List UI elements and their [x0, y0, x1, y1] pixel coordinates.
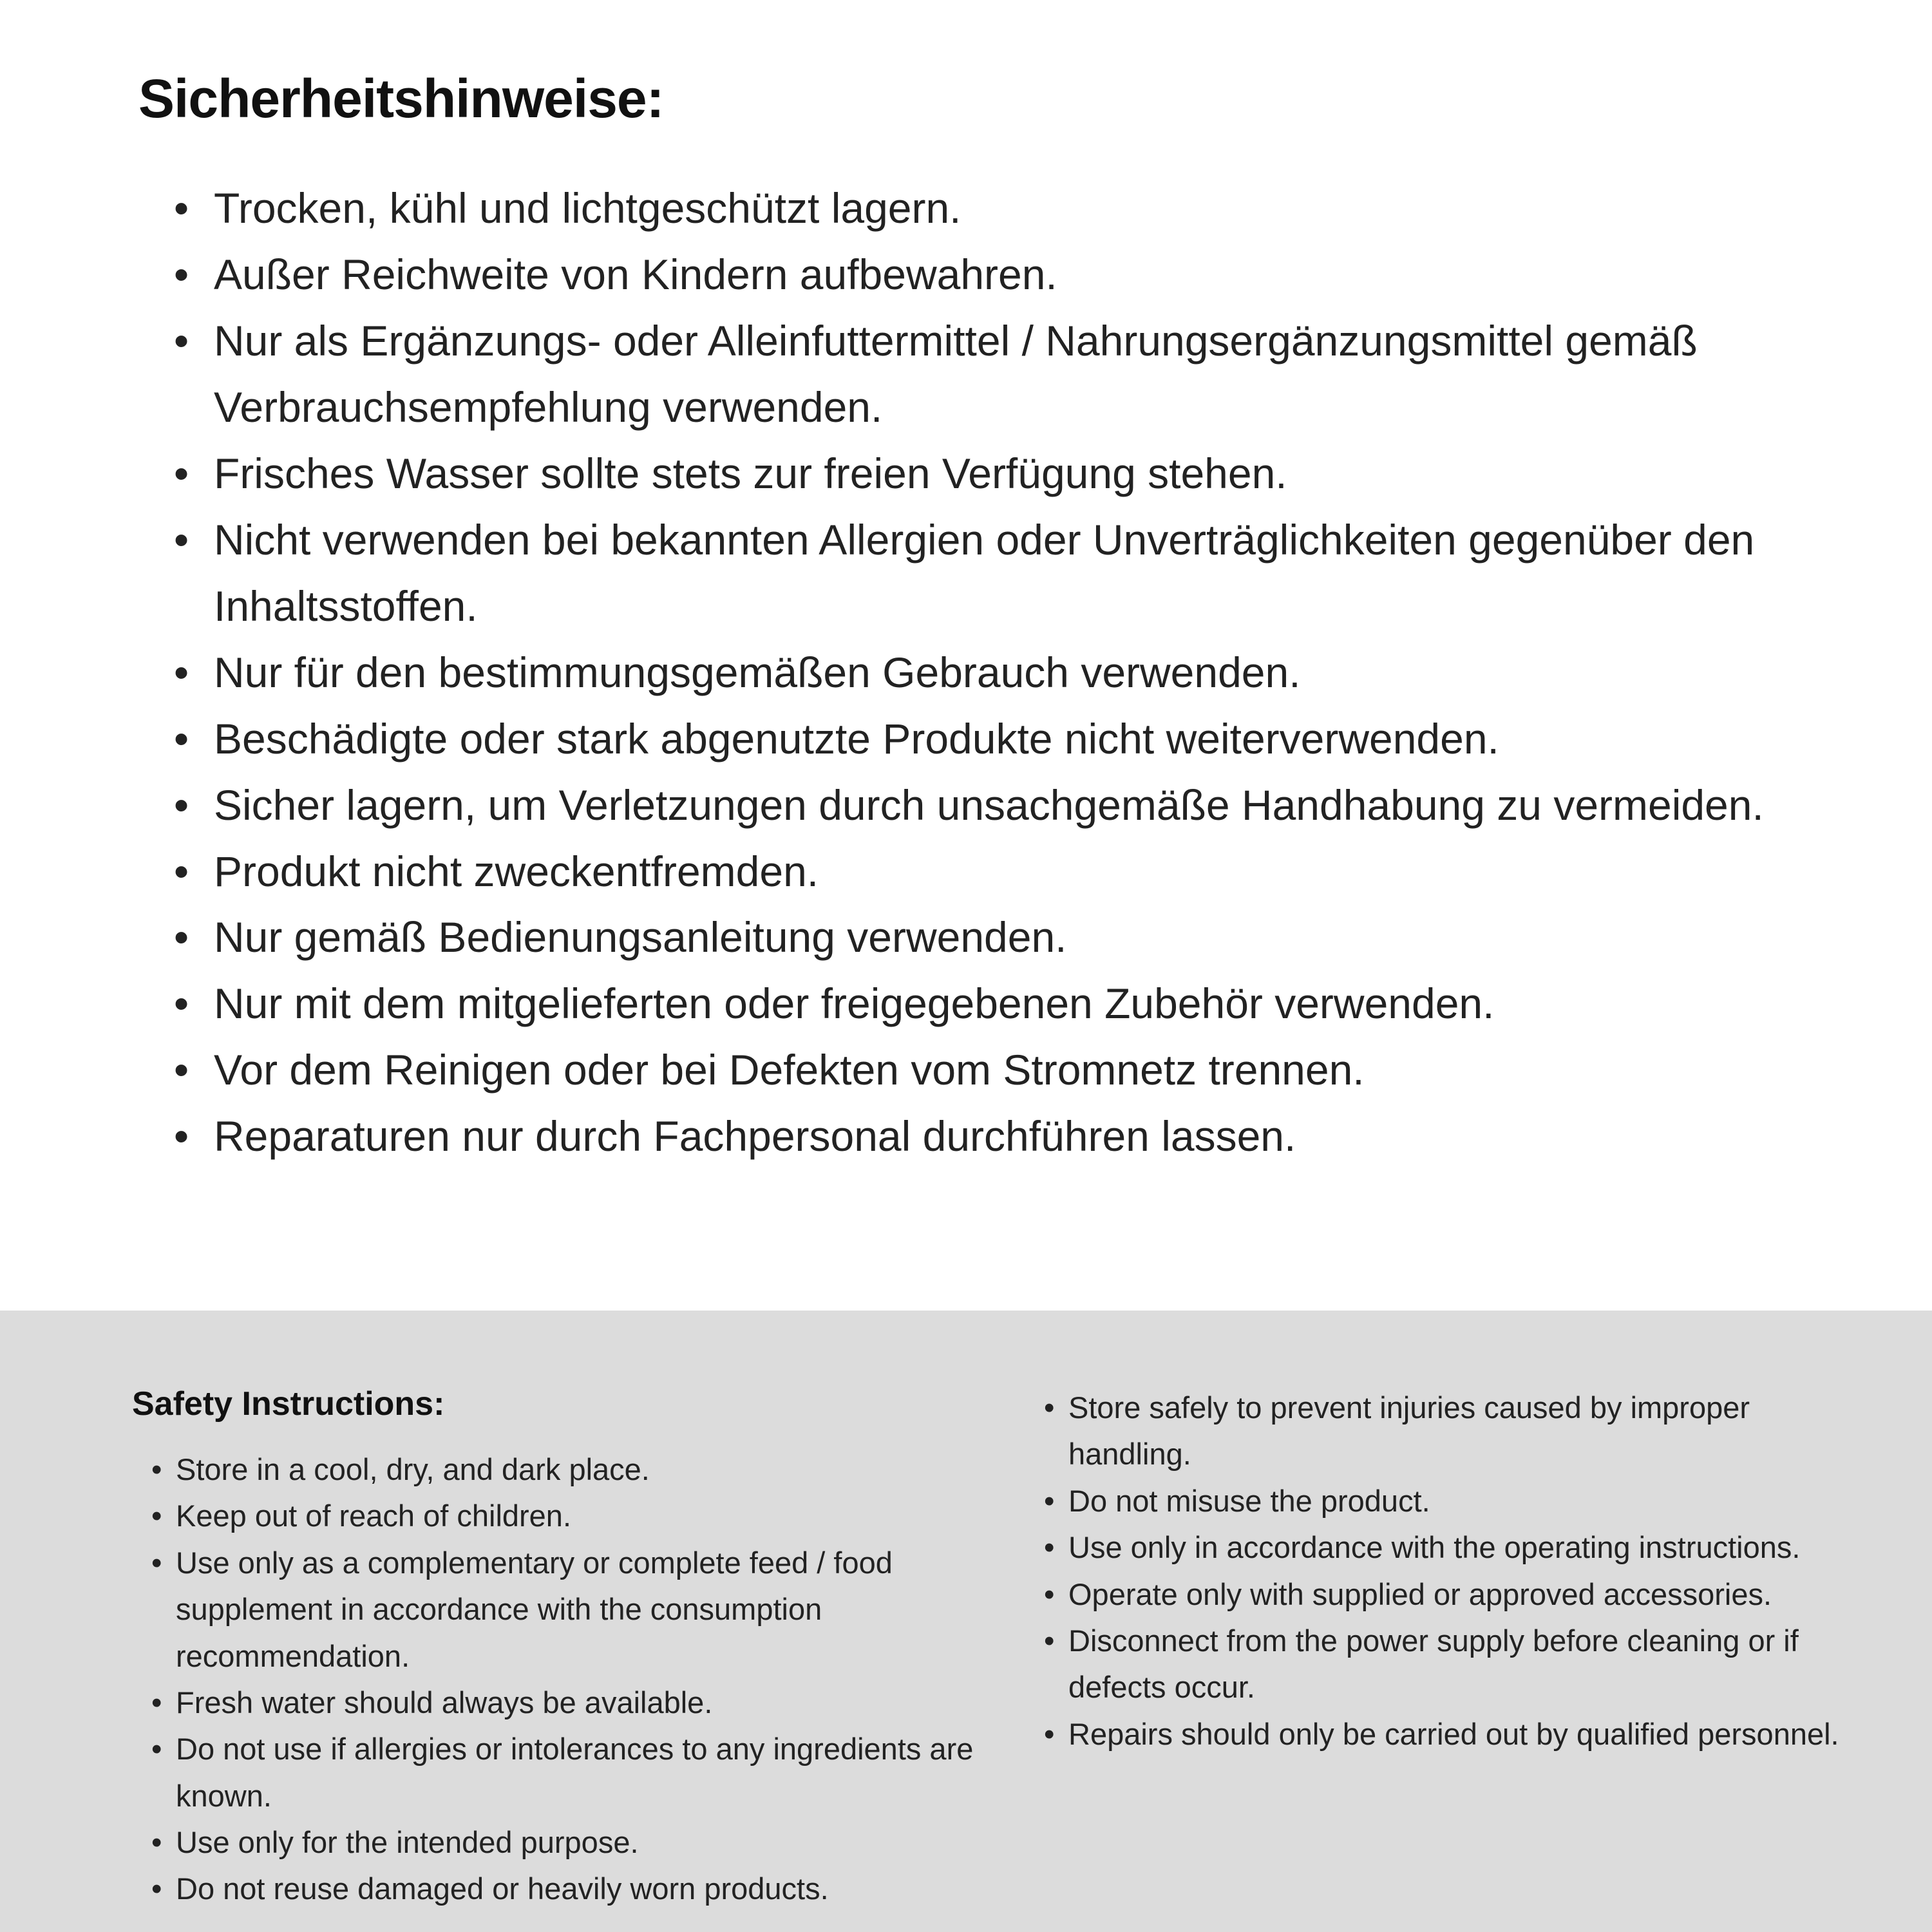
list-item: • Disconnect from the power supply before cleaning or if defects occur.: [1040, 1618, 1858, 1711]
list-item: • Keep out of reach of children.: [147, 1493, 1008, 1539]
english-left-column: [132, 1385, 1008, 1932]
list-item: • Do not misuse the product.: [1040, 1478, 1858, 1524]
list-item: • Fresh water should always be available.: [147, 1680, 1008, 1726]
list-item: • Nur für den bestimmungsgemäßen Gebrauch verwenden.: [174, 639, 1835, 706]
german-section-heading: Sicherheitshinweise:: [138, 68, 664, 129]
list-item: • Use only in accordance with the operating instructions.: [1040, 1524, 1858, 1571]
list-item: • Außer Reichweite von Kindern aufbewahren.: [174, 242, 1835, 308]
list-item: • Operate only with supplied or approved accessories.: [1040, 1571, 1858, 1618]
list-item: • Frisches Wasser sollte stets zur freien Verfügung stehen.: [174, 440, 1835, 507]
english-section-heading: Safety Instructions:: [132, 1385, 445, 1423]
english-safety-list-left: [132, 1446, 1008, 1913]
list-item: • Store safely to prevent injuries caused by improper handling.: [1040, 1385, 1858, 1478]
list-item: • Vor dem Reinigen oder bei Defekten vom Stromnetz trennen.: [174, 1037, 1835, 1103]
english-safety-section: [0, 1311, 1932, 1932]
english-safety-list-right: [1040, 1385, 1858, 1757]
list-item: • Beschädigte oder stark abgenutzte Produkte nicht weiterverwenden.: [174, 706, 1835, 772]
german-safety-list: [138, 175, 1835, 1170]
list-item: • Nur gemäß Bedienungsanleitung verwenden.: [174, 904, 1835, 971]
list-item: • Nur mit dem mitgelieferten oder freigegebenen Zubehör verwenden.: [174, 971, 1835, 1037]
list-item: • Store in a cool, dry, and dark place.: [147, 1446, 1008, 1493]
list-item: • Use only for the intended purpose.: [147, 1819, 1008, 1866]
list-item: • Trocken, kühl und lichtgeschützt lagern.: [174, 175, 1835, 242]
list-item: • Do not reuse damaged or heavily worn products.: [147, 1866, 1008, 1912]
english-right-column: [1040, 1385, 1858, 1932]
list-item: • Nur als Ergänzungs- oder Alleinfuttermittel / Nahrungsergänzungsmittel gemäß Verbrauchsempfehlung verwenden.: [174, 308, 1835, 440]
list-item: • Nicht verwenden bei bekannten Allergien oder Unverträglichkeiten gegenüber den Inhaltsstoffen.: [174, 507, 1835, 639]
list-item: • Do not use if allergies or intolerances to any ingredients are known.: [147, 1726, 1008, 1819]
list-item: • Reparaturen nur durch Fachpersonal durchführen lassen.: [174, 1103, 1835, 1170]
list-item: • Repairs should only be carried out by qualified personnel.: [1040, 1711, 1858, 1757]
list-item: • Use only as a complementary or complete feed / food supplement in accordance with the consumption recommendation.: [147, 1540, 1008, 1680]
list-item: • Produkt nicht zweckentfremden.: [174, 838, 1835, 905]
list-item: • Sicher lagern, um Verletzungen durch unsachgemäße Handhabung zu vermeiden.: [174, 772, 1835, 838]
